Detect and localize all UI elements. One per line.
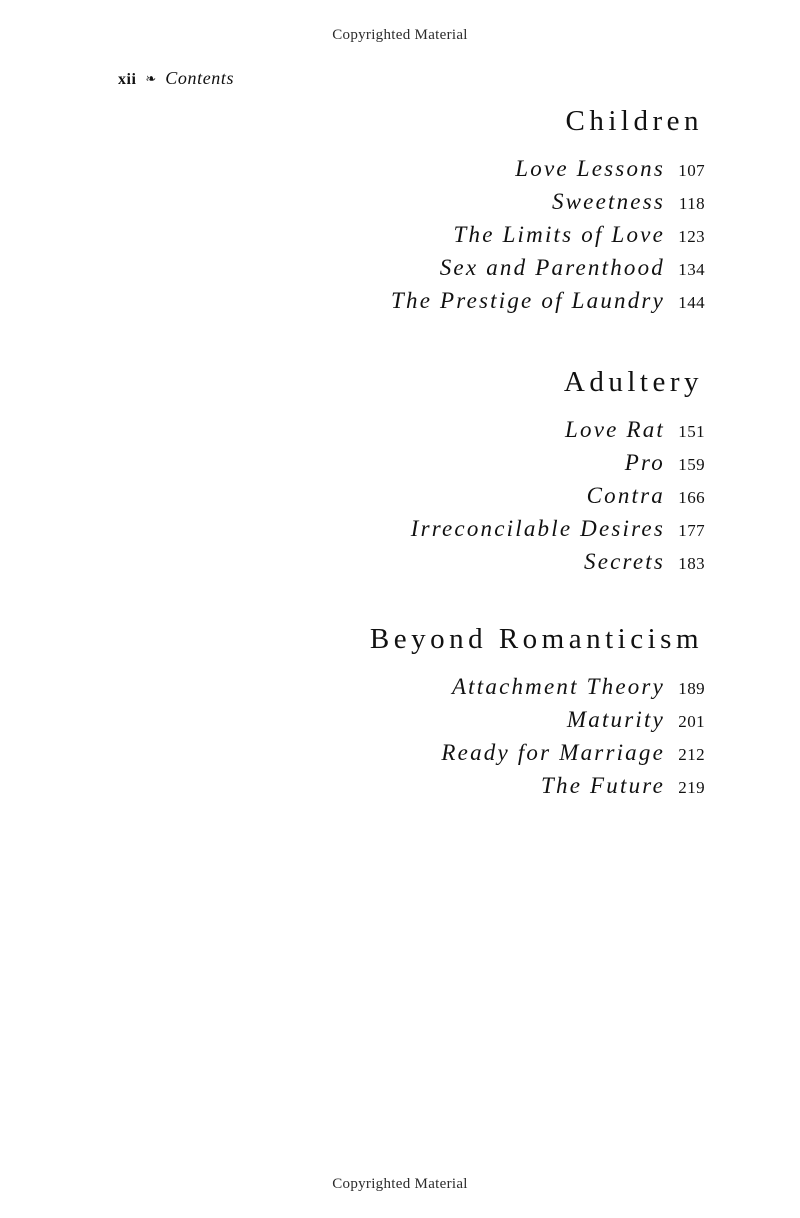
- running-head: [118, 68, 234, 89]
- toc-entry[interactable]: [60, 516, 705, 542]
- toc-entry-title: Ready for Marriage: [441, 740, 665, 765]
- toc-entry[interactable]: [60, 483, 705, 509]
- toc-entry-page: 189: [678, 679, 705, 698]
- toc-entry-page: 183: [678, 554, 705, 573]
- toc-entry-title: Love Lessons: [515, 156, 665, 181]
- toc-entry-title: The Future: [541, 773, 665, 798]
- toc-entry-title: The Prestige of Laundry: [391, 288, 665, 313]
- toc-section-title: Children: [565, 105, 703, 137]
- toc-entry-page: 201: [678, 712, 705, 731]
- leaf-ornament-icon: ❧: [145, 71, 157, 86]
- toc-entry[interactable]: [60, 417, 705, 443]
- toc-entry[interactable]: [60, 773, 705, 799]
- toc-entry-page: 123: [678, 227, 705, 246]
- toc-entry[interactable]: [60, 674, 705, 700]
- toc-entry-title: Maturity: [566, 707, 665, 732]
- toc-entry-title: Love Rat: [565, 417, 665, 442]
- toc-section: [60, 366, 705, 575]
- toc-entry-page: 219: [678, 778, 705, 797]
- toc-entry[interactable]: [60, 222, 705, 248]
- toc-entry[interactable]: [60, 156, 705, 182]
- page-folio: xii: [118, 71, 137, 88]
- toc-entry-title: The Limits of Love: [453, 222, 665, 247]
- toc-entry[interactable]: [60, 255, 705, 281]
- toc-entry-page: 166: [678, 488, 705, 507]
- toc-entry-title: Sex and Parenthood: [439, 255, 665, 280]
- toc-entry-page: 177: [678, 521, 705, 540]
- toc-entry-title: Secrets: [584, 549, 665, 574]
- toc-entry[interactable]: [60, 740, 705, 766]
- running-head-title: Contents: [165, 68, 235, 88]
- toc-entry[interactable]: [60, 549, 705, 575]
- toc-section-title: Beyond Romanticism: [369, 623, 703, 655]
- toc-entry[interactable]: [60, 288, 705, 314]
- toc-entry-page: 118: [678, 194, 705, 213]
- toc-entry[interactable]: [60, 450, 705, 476]
- toc-entry-title: Sweetness: [551, 189, 665, 214]
- toc-entry-page: 134: [678, 260, 705, 279]
- toc-section: [60, 105, 705, 314]
- toc-entry[interactable]: [60, 707, 705, 733]
- copyright-watermark-top: Copyrighted Material: [332, 27, 468, 43]
- toc-entry-page: 144: [678, 293, 705, 312]
- table-of-contents: [60, 105, 705, 806]
- toc-entry-title: Pro: [624, 450, 665, 475]
- copyright-watermark-bottom: Copyrighted Material: [332, 1176, 468, 1192]
- toc-entry-title: Attachment Theory: [451, 674, 665, 699]
- toc-entry-page: 212: [678, 745, 705, 764]
- toc-entry-title: Contra: [586, 483, 665, 508]
- toc-entry-page: 151: [678, 422, 705, 441]
- toc-entry-page: 107: [678, 161, 705, 180]
- toc-section-title: Adultery: [563, 366, 703, 398]
- toc-entry-page: 159: [678, 455, 705, 474]
- toc-section: [60, 623, 705, 799]
- toc-entry[interactable]: [60, 189, 705, 215]
- toc-entry-title: Irreconcilable Desires: [410, 516, 665, 541]
